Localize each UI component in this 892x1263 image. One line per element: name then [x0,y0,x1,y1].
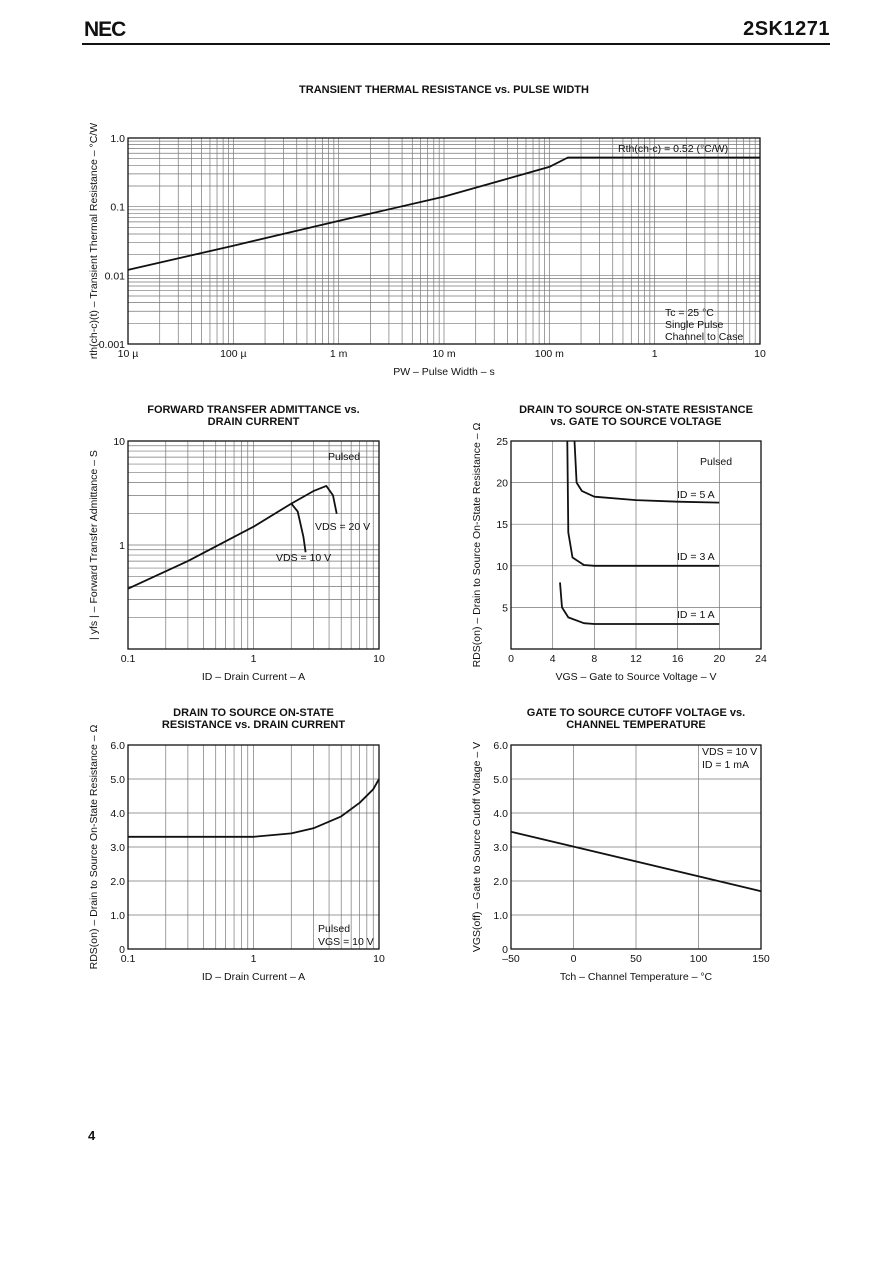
y-tick-label: 5.0 [493,774,508,786]
y-tick-label: 10 [113,436,125,448]
y-tick-label: 1.0 [110,133,125,145]
x-axis-label: ID – Drain Current – A [201,971,306,983]
y-tick-label: 1.0 [493,910,508,922]
y-tick-label: 10 [496,560,508,573]
annotation: Pulsed [700,456,733,468]
annotation: ID = 1 A [677,609,715,621]
chart-rds_vgs [471,404,767,683]
annotation: ID = 5 A [677,489,715,501]
x-axis-label: Tch – Channel Temperature – °C [559,971,713,983]
y-tick-label: 6.0 [110,740,125,752]
chart-title: CHANNEL TEMPERATURE [566,719,706,731]
x-tick-label: 0 [508,653,514,665]
annotation: Tc = 25 °C [665,307,714,319]
chart-yfs [88,404,385,683]
y-tick-label: 1.0 [110,910,125,922]
y-tick-label: 25 [496,436,508,448]
y-tick-label: 2.0 [493,876,508,888]
y-tick-label: 1 [119,540,125,552]
chart-rds_id [88,707,385,983]
x-tick-label: 1 [651,348,658,360]
y-axis-label: RDS(on) – Drain to Source On-State Resistance – Ω [88,724,100,970]
grid-lines [128,745,379,949]
x-tick-label: 16 [671,653,684,665]
x-tick-label: 20 [713,653,726,665]
x-tick-label: 100 [689,953,708,965]
grid-lines [128,441,379,649]
y-tick-label: 3.0 [110,842,125,854]
y-axis-label: RDS(on) – Drain to Source On-State Resistance – Ω [471,422,483,668]
x-tick-label: 24 [755,653,767,665]
y-tick-label: 5 [502,602,508,615]
y-tick-label: 20 [496,477,508,490]
x-tick-label: 10 m [432,348,456,360]
chart-title: DRAIN TO SOURCE ON-STATE [173,707,334,719]
grid-lines [511,441,761,649]
x-axis-label: PW – Pulse Width – s [393,366,495,378]
x-tick-label: 100 µ [220,348,247,360]
annotation: Rth(ch-c) = 0.52 (°C/W) [618,143,729,155]
nec-logo: NEC [84,18,126,41]
y-axis-label: | yfs | – Forward Transfer Admittance – S [88,450,100,640]
annotation: Single Pulse [665,319,724,331]
x-tick-label: 10 µ [117,348,139,360]
chart-title: vs. GATE TO SOURCE VOLTAGE [550,416,722,428]
x-tick-label: 1 [250,653,257,665]
grid-lines [511,745,761,949]
x-tick-label: 10 [754,348,766,360]
x-tick-label: 0.1 [120,953,136,965]
annotation: VGS = 10 V [318,936,374,948]
y-tick-label: 5.0 [110,774,125,786]
annotation: ID = 3 A [677,551,715,563]
chart-title: TRANSIENT THERMAL RESISTANCE vs. PULSE WIDTH [299,84,589,96]
chart-title: FORWARD TRANSFER ADMITTANCE vs. [147,404,360,416]
y-tick-label: 0.01 [104,270,125,283]
y-tick-label: 0 [502,944,508,956]
x-tick-label: 0.1 [120,653,136,665]
annotation: ID = 1 mA [702,759,749,771]
x-tick-label: 8 [591,653,598,665]
annotation: Channel to Case [665,331,744,343]
x-tick-label: 4 [549,653,556,665]
x-tick-label: 0 [570,953,577,965]
annotation: VDS = 20 V [315,521,371,533]
annotation: Pulsed [318,923,351,935]
x-tick-label: 1 m [329,348,348,360]
page-number: 4 [88,1128,96,1143]
y-tick-label: 4.0 [493,808,508,820]
x-tick-label: 10 [373,953,385,965]
y-tick-label: 0.1 [110,201,125,214]
chart-title: RESISTANCE vs. DRAIN CURRENT [161,719,346,731]
chart-title: DRAIN TO SOURCE ON-STATE RESISTANCE [519,404,753,416]
series-line-1 [128,486,337,589]
annotation: Pulsed [328,451,361,463]
y-tick-label: 6.0 [493,740,508,752]
y-tick-label: 2.0 [110,876,125,888]
x-tick-label: –50 [502,953,520,965]
y-tick-label: 4.0 [110,808,125,820]
series-line-2 [567,441,719,566]
x-axis-label: ID – Drain Current – A [201,671,306,683]
chart-title: DRAIN CURRENT [207,416,300,428]
x-tick-label: 150 [752,953,770,965]
annotation: VDS = 10 V [702,746,758,758]
x-axis-label: VGS – Gate to Source Voltage – V [555,671,717,683]
annotation: VDS = 10 V [276,552,332,564]
y-axis-label: rth(ch-c)(t) – Transient Thermal Resistance – °C/W [88,122,100,360]
y-tick-label: 0 [119,944,125,956]
x-tick-label: 12 [630,653,642,665]
x-tick-label: 50 [630,953,642,965]
y-axis-label: VGS(off) – Gate to Source Cutoff Voltage – V [471,741,483,953]
x-tick-label: 10 [373,653,385,665]
chart-title: GATE TO SOURCE CUTOFF VOLTAGE vs. [526,707,746,719]
y-tick-label: 0.001 [98,339,125,351]
chart-vgs_off [471,707,770,983]
chart-thermal [88,84,766,378]
part-number: 2SK1271 [743,18,830,40]
y-tick-label: 15 [496,519,508,532]
x-tick-label: 1 [250,953,257,965]
y-tick-label: 3.0 [493,842,508,854]
x-tick-label: 100 m [534,348,564,360]
